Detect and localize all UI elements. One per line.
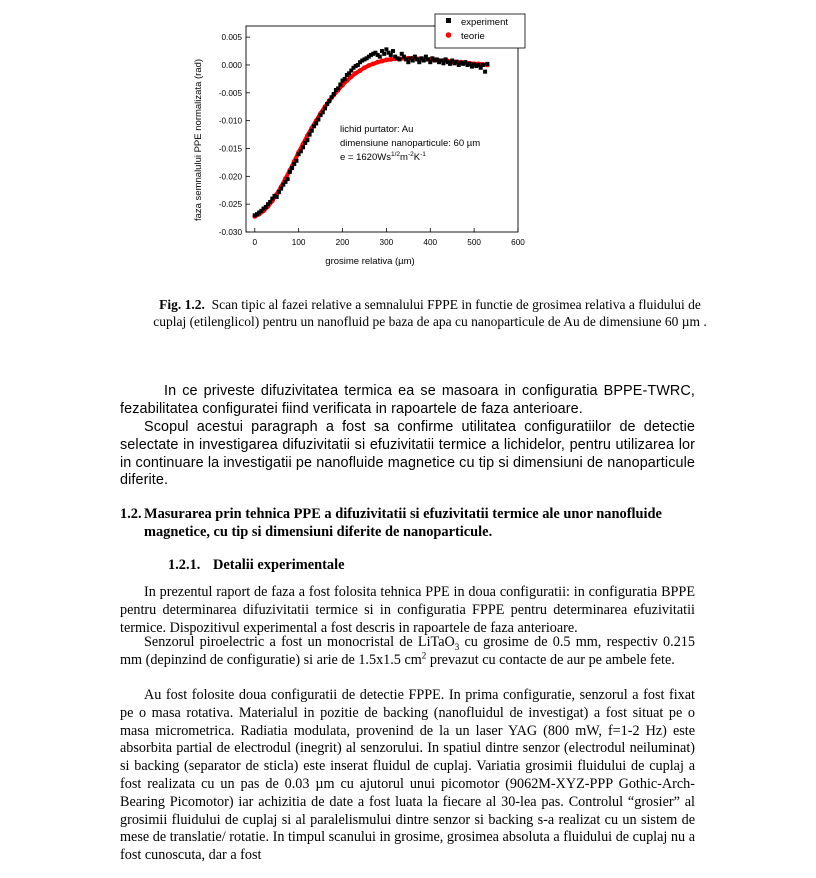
- theory-point: [388, 57, 393, 62]
- y-tick-label: 0.005: [221, 33, 242, 43]
- x-tick-label: 100: [291, 238, 306, 247]
- annotation-line-3: $e = 1620Ws^{1/2}m^{-2}K^{-1}$: [340, 151, 426, 163]
- y-tick-label: 0.000: [221, 60, 242, 70]
- x-axis-ticks: [252, 228, 525, 247]
- y-tick-label: -0.030: [218, 228, 242, 237]
- theory-point: [366, 63, 371, 68]
- experiment-point: [299, 149, 303, 153]
- experiment-point: [290, 166, 294, 170]
- x-tick-label: 300: [379, 238, 394, 247]
- experiment-point: [406, 60, 410, 64]
- experiment-point: [323, 106, 327, 110]
- paragraph-configurations: Au fost folosite doua configuratii de detectie FPPE. In prima configuratie, senzorul a fost fixat pe o masa rotativa. Materialul in pozitie de backing (nanofluidul de investigat) a fost situat pe o masa micrometrica. Radiatia modulata, provenind de la un laser YAG (800 mW, f=1-2 Hz) este absorbita partial de electrodul (inegrit) al senzorului. In spatiul dintre senzor (electrodul neiluminat) si backing (separator de sticla) este inserat fluidul de cuplaj. Variatia grosimii fluidului de cuplaj a fost realizata cu un pas de 0.03 µm cu ajutorul unui picomotor (9062M-XYZ-PPP Gothic-Arch-Bearing Picomotor) iar achizitia de date a fost luata la fiecare al 30-lea pas. Controlul “grosier” al grosimii fluidului de cuplaj si al paralelismului dintre senzor si backing s-a realizat cu un sistem de mese de translatie/ rotatie. In timpul scanului in grosime, grosimea absoluta a fluidului de cuplaj nu a fost cunoscuta, dar a fost: [120, 687, 695, 864]
- y-tick-label: -0.025: [218, 200, 242, 210]
- experiment-point: [305, 138, 309, 142]
- x-tick-label: 400: [423, 238, 438, 247]
- annotation: [340, 124, 480, 163]
- y-tick-label: -0.005: [218, 88, 242, 98]
- legend: [435, 14, 525, 48]
- y-tick-label: -0.020: [218, 172, 242, 182]
- section-heading: [120, 505, 695, 541]
- theory-point: [358, 68, 363, 73]
- experiment-point: [485, 62, 489, 66]
- subsection-heading: [168, 556, 743, 574]
- x-tick-label: 0: [252, 238, 258, 247]
- experiment-point: [275, 195, 279, 199]
- section-title: Masurarea prin tehnica PPE a difuzivitatii si efuzivitatii termice ale unor nanofluide magnetice, cu tip si dimensiuni diferite de nanoparticule.: [144, 506, 662, 540]
- legend-experiment-label: experiment: [461, 17, 508, 28]
- experiment-point: [428, 60, 432, 64]
- experiment-point: [294, 159, 298, 163]
- experiment-point: [343, 77, 347, 81]
- experiment-point: [481, 63, 485, 67]
- experiment-point: [301, 145, 305, 149]
- x-tick-label: 200: [335, 238, 350, 247]
- theory-point: [384, 58, 389, 63]
- legend-theory-label: teorie: [461, 31, 485, 42]
- experiment-point: [332, 92, 336, 96]
- experiment-point: [336, 86, 340, 90]
- experiment-point: [310, 129, 314, 133]
- section-number: 1.2.: [120, 506, 142, 522]
- experiment-point: [483, 70, 487, 74]
- legend-theory-marker: [446, 32, 452, 38]
- y-tick-label: -0.015: [218, 144, 242, 154]
- experiment-point: [411, 59, 415, 63]
- experiment-point: [288, 170, 292, 174]
- paragraph-diffusivity: In ce priveste difuzivitatea termica ea se masoara in configuratia BPPE-TWRC, fezabilitatea configuratei fiind verificata in rapoartele de faza anterioare.: [120, 383, 695, 417]
- legend-experiment-marker: [446, 18, 451, 23]
- theory-point: [380, 59, 385, 64]
- subsection-title: Detalii experimentale: [213, 557, 345, 573]
- paragraph-sensor: Senzorul piroelectric a fost un monocristal de LiTaO$_3$ cu grosime de 0.5 mm, respectiv 0.215 mm (depinzind de configuratie) si arie de 1.5x1.5 $cm^2$ prevazut cu contacte de aur pe ambele fete.: [120, 634, 695, 668]
- experiment-point: [286, 177, 290, 181]
- paragraph-method: In prezentul raport de faza a fost folosita tehnica PPE in doua configuratii: in configuratia BPPE pentru determinarea difuzivitatii termice si in configuratia FPPE pentru determinarea efuzivitatii termice. Dispozitivul experimental a fost descris in rapoartele de faza anterioare.: [120, 584, 695, 636]
- experiment-point: [314, 121, 318, 125]
- figure-caption: [150, 296, 710, 330]
- experiment-point: [398, 57, 402, 61]
- figure-caption-label: Fig. 1.2.: [159, 297, 205, 312]
- experiment-point: [321, 110, 325, 114]
- experiment-point: [279, 187, 283, 191]
- experiment-point: [378, 55, 382, 59]
- experiment-point: [382, 52, 386, 56]
- theory-point: [371, 61, 376, 66]
- paragraph-scope: Scopul acestui paragraph a fost sa confirme utilitatea configuratiilor de detectie selectate in investigarea difuzivitatii si efuzivitatii termice a lichidelor, pentru utilizarea lor in continuare la investigatii pe nanofluide magnetice cu tip si dimensiuni de nanoparticule diferite.: [120, 419, 695, 489]
- x-tick-label: 500: [467, 238, 481, 247]
- y-axis-label: faza semnalului PPE normalizata (rad): [193, 58, 204, 222]
- theory-point: [353, 71, 358, 76]
- experiment-point: [338, 82, 342, 86]
- x-tick-label: 600: [511, 238, 525, 247]
- y-axis-ticks: [219, 33, 250, 237]
- experiment-point: [417, 60, 421, 64]
- experiment-point: [422, 59, 426, 63]
- phase-scan-chart: [180, 8, 540, 276]
- figure-caption-text: Scan tipic al fazei relative a semnalului FPPE in functie de grosimea relativa a fluidului de cuplaj (etilenglicol) pentru un nanofluid pe baza de apa cu nanoparticule de Au de dimensiune 60 µm .: [153, 297, 707, 329]
- subsection-number: 1.2.1.: [168, 557, 201, 573]
- experiment-point: [389, 53, 393, 57]
- theory-point: [375, 60, 380, 65]
- annotation-line-1: lichid purtator: Au: [340, 124, 414, 135]
- experiment-point: [316, 118, 320, 122]
- y-tick-label: -0.010: [218, 116, 242, 126]
- experiment-point: [441, 61, 445, 65]
- theory-point: [362, 65, 367, 70]
- experiment-point: [327, 99, 331, 103]
- experiment-point: [391, 49, 395, 53]
- annotation-line-2: dimensiune nanoparticule: 60 µm: [340, 138, 481, 149]
- x-axis-label: grosime relativa (µm): [325, 256, 415, 267]
- experiment-point: [308, 133, 312, 137]
